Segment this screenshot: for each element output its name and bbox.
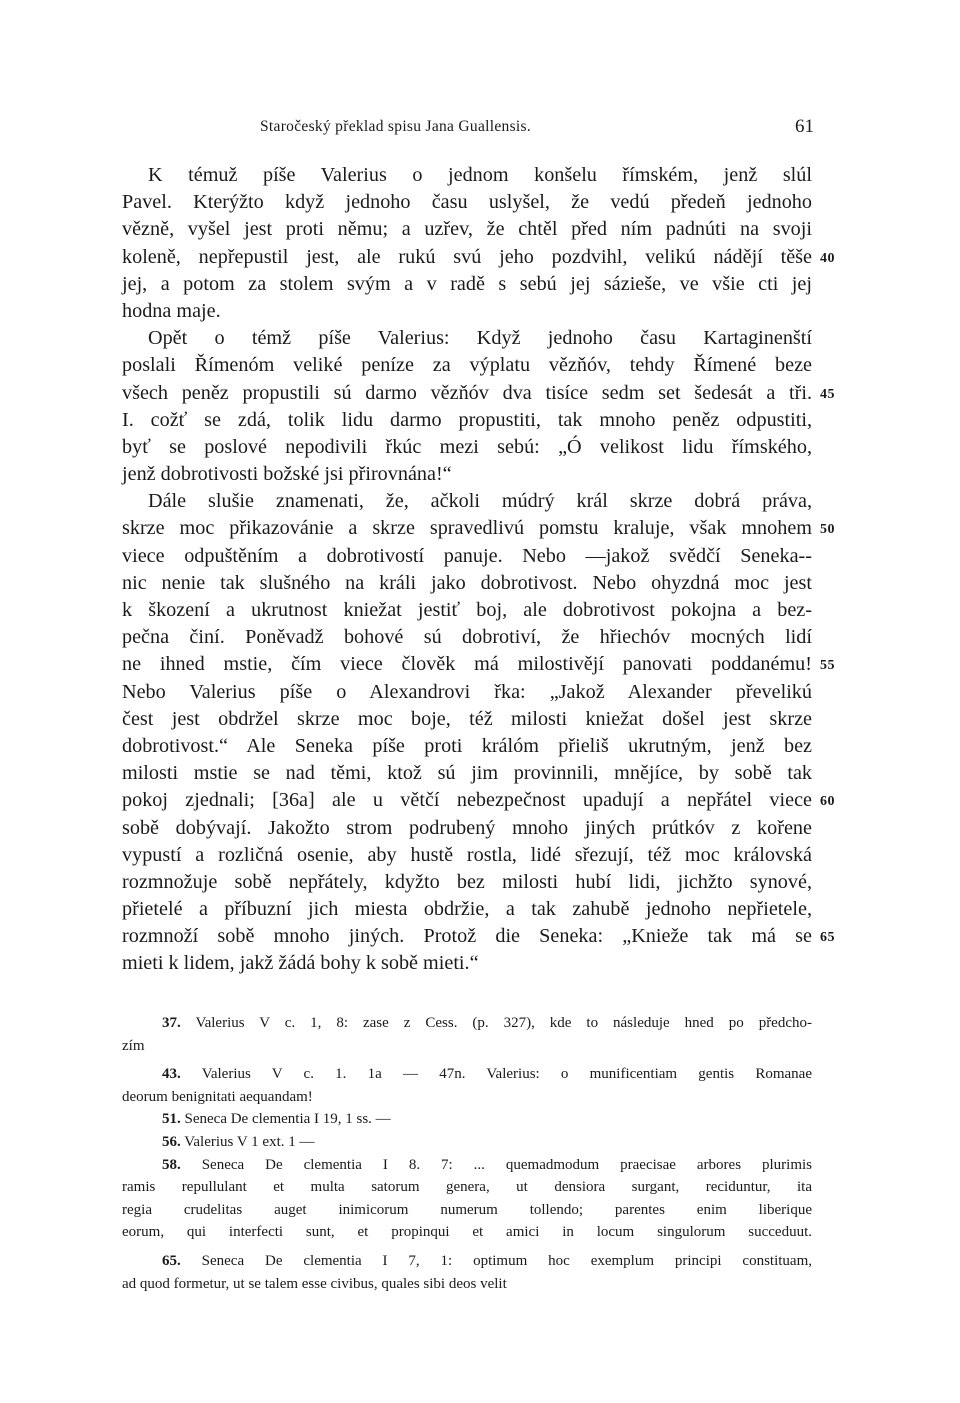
text-line-content: poslali Římenóm veliké peníze za výplatu vězňóv, tehdy Římené beze [122, 354, 812, 377]
text-line [122, 733, 812, 760]
text-line [122, 380, 835, 407]
text-line [122, 325, 812, 352]
text-line [122, 461, 812, 488]
text-line-content: milosti mstie se nad těmi, ktož sú jim provinnili, mnějíce, by sobě tak [122, 762, 812, 785]
text-line-content: skrze moc přikazovánie a skrze spravedlivú pomstu kraluje, však mnohem [122, 517, 812, 540]
footnote-text: Seneca De clementia I 19, 1 ss. — [184, 1111, 391, 1128]
line-number: 60 [820, 794, 835, 810]
text-line-content: koleně, nepřepustil jest, ale rukú svú jeho pozdvihl, velikú nádějí těše [122, 245, 812, 268]
footnote-line [122, 1221, 812, 1244]
footnote-text: Seneca De clementia I 7, 1: optimum hoc exemplum principi constituam, [201, 1252, 812, 1269]
text-line-content: rozmnožuje sobě nepřátely, kdyžto bez milosti hubí lidi, jichžto synové, [122, 870, 812, 893]
text-line [122, 842, 812, 869]
text-line-content: přietelé a příbuzní jich miesta obdržie, a tak zahubě jednoho nepřietele, [122, 898, 812, 921]
text-line-content: Opět o témž píše Valerius: Když jednoho času Kartaginenští [148, 327, 812, 350]
text-line-content: Pavel. Kterýžto když jednoho času uslyšel, že vedú předeň jednoho [122, 191, 812, 214]
footnote-line [122, 1086, 812, 1109]
text-line [122, 515, 835, 542]
footnote-number: 51. [162, 1111, 181, 1128]
text-line-content: rozmnoží sobě mnoho jiných. Protož die Seneka: „Knieže tak má se [122, 925, 812, 948]
text-line-content: pečna činí. Poněvadž bohové sú dobrotiví, že hřiechóv mocných lidí [122, 626, 812, 649]
text-line [122, 162, 812, 189]
text-line [122, 244, 835, 271]
text-line [122, 950, 812, 977]
text-line [122, 352, 812, 379]
line-number: 55 [820, 658, 835, 674]
running-title: Staročeský překlad spisu Jana Guallensis. [260, 118, 532, 135]
text-line-content: I. cožť se zdá, tolik lidu darmo propustiti, tak mnoho peněz odpustiti, [122, 408, 812, 431]
text-line [122, 407, 812, 434]
text-line-content: byť se poslové nepodivili řkúc mezi sebú: „Ó velikost lidu římského, [122, 435, 812, 458]
footnote-line [122, 1063, 812, 1086]
text-line [122, 815, 812, 842]
text-line-content: vypustí a rozličná osenie, aby hustě rostla, lidé sřezují, též moc královská [122, 843, 812, 866]
text-line [122, 706, 812, 733]
text-line [122, 869, 812, 896]
footnote-number: 65. [162, 1252, 181, 1269]
footnotes [122, 1012, 812, 1295]
text-line-content: mieti k lidem, jakž žádá bohy k sobě mieti.“ [122, 952, 479, 975]
footnote-line [122, 1250, 812, 1273]
text-line-content: k škození a ukrutnost kniežat jestiť boj, ale dobrotivost pokojna a bez- [122, 599, 812, 621]
text-line [122, 434, 812, 461]
text-line [122, 787, 835, 814]
text-line [122, 570, 812, 597]
footnote-text: Valerius V 1 ext. 1 — [184, 1133, 315, 1150]
text-line [122, 271, 812, 298]
footnote-line [122, 1154, 812, 1177]
footnote-line [122, 1273, 812, 1296]
footnote-text: eorum, qui interfecti sunt, et propinqui et amici in locum singulorum succeduut. [122, 1224, 812, 1241]
line-number: 50 [820, 522, 835, 538]
text-line [122, 298, 812, 325]
text-line [122, 216, 812, 243]
page-header [122, 118, 822, 142]
footnote-line [122, 1012, 812, 1035]
text-line-content: jej, a potom za stolem svým a v radě s sebú jej sázieše, ve všie cti jej [122, 272, 812, 295]
text-line-content: pokoj zjednali; [36a] ale u větčí nebezpečnost upadují a nepřátel viece [122, 789, 812, 812]
text-line [122, 679, 812, 706]
text-line [122, 760, 812, 787]
text-line-content: Nebo Valerius píše o Alexandrovi řka: „Jakož Alexander převelikú [122, 680, 812, 703]
text-line-content: sobě dobývají. Jakožto strom podrubený mnoho jiných prútkóv z kořene [122, 816, 812, 839]
text-line [122, 923, 835, 950]
footnote-line [122, 1176, 812, 1199]
footnote-text: deorum benignitati aequandam! [122, 1088, 313, 1105]
footnote-text: ad quod formetur, ut se talem esse civibus, quales sibi deos velit [122, 1275, 507, 1292]
footnote-text: Valerius V c. 1, 8: zase z Cess. (p. 327), kde to následuje hned po předcho- [195, 1015, 812, 1031]
text-line [122, 651, 835, 678]
footnote-text: ramis repullulant et multa satorum genera, ut densiora surgant, reciduntur, ita [122, 1179, 812, 1196]
text-line-content: Dále slušie znamenati, že, ačkoli múdrý král skrze dobrá práva, [148, 490, 812, 513]
footnote-number: 56. [162, 1133, 181, 1150]
text-line [122, 597, 812, 624]
footnote-text: zím [122, 1037, 145, 1054]
text-line [122, 189, 812, 216]
text-line-content: hodna maje. [122, 299, 221, 322]
text-line-content: všech peněz propustili sú darmo vězňóv dva tisíce sedm set šedesát a tři. [122, 381, 812, 404]
text-line-content: ne ihned mstie, čím viece člověk má milostivějí panovati poddanému! [122, 653, 812, 676]
text-line [122, 896, 812, 923]
text-line-content: viece odpuštěním a dobrotivostí panuje. Nebo —jakož svědčí Seneka-- [122, 544, 812, 567]
footnote-line [122, 1199, 812, 1222]
line-number: 65 [820, 930, 835, 946]
footnote-line [122, 1035, 812, 1058]
footnote-line [122, 1131, 812, 1154]
footnote-text: Valerius V c. 1. 1a — 47n. Valerius: o munificentiam gentis Romanae [201, 1066, 812, 1083]
footnote-number: 37. [162, 1015, 181, 1031]
text-line [122, 543, 812, 570]
footnote-line [122, 1108, 812, 1131]
footnote-text: regia crudelitas auget inimicorum numerum tollendo; parentes enim liberique [122, 1201, 812, 1218]
footnote-number: 58. [162, 1156, 181, 1173]
text-line-content: vězně, vyšel jest proti němu; a uzřev, že chtěl před ním padnúti na svoji [122, 218, 812, 241]
main-text [122, 162, 835, 978]
text-line-content: nic nenie tak slušného na králi jako dobrotivost. Nebo ohyzdná moc jest [122, 571, 812, 594]
text-line-content: čest jest obdržel skrze moc boje, též milosti kniežat došel jest skrze [122, 707, 812, 730]
text-line [122, 488, 812, 515]
footnote-text: Seneca De clementia I 8. 7: ... quemadmodum praecisae arbores plurimis [201, 1156, 812, 1173]
footnote-number: 43. [162, 1066, 181, 1083]
line-number: 40 [820, 250, 835, 266]
text-line [122, 624, 812, 651]
text-line-content: jenž dobrotivosti božské jsi přirovnána!“ [122, 463, 452, 486]
text-line-content: K témuž píše Valerius o jednom konšelu římském, jenž slúl [148, 164, 812, 186]
page-number: 61 [795, 116, 814, 137]
text-line-content: dobrotivost.“ Ale Seneka píše proti králóm přieliš ukrutným, jenž bez [122, 734, 812, 757]
line-number: 45 [820, 386, 835, 402]
